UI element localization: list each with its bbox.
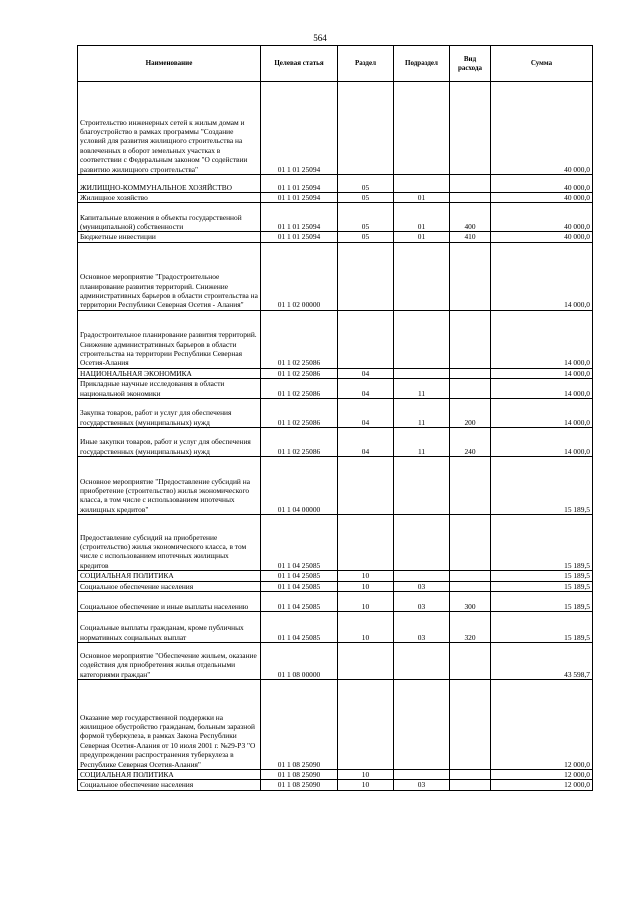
row-amount: 43 598,7 [491,643,593,680]
row-section: 05 [338,175,394,193]
row-expense-type [450,571,491,581]
row-section: 10 [338,581,394,591]
row-target-article: 01 1 02 25086 [261,310,338,368]
row-name: Капитальные вложения в объекты государственной (муниципальной) собственности [78,203,261,232]
table-row [78,680,593,770]
row-amount: 40 000,0 [491,203,593,232]
row-expense-type [450,581,491,591]
row-target-article: 01 1 02 25086 [261,428,338,457]
row-target-article: 01 1 08 00000 [261,643,338,680]
header-subsection: Подраздел [394,46,450,82]
row-name: Основное мероприятие "Предоставление субсидий на приобретение (строительство) жилья экономического класса, в том числе с использованием ипотечных жилищных кредитов" [78,457,261,515]
row-target-article: 01 1 01 25094 [261,203,338,232]
row-expense-type [450,310,491,368]
table-row [78,428,593,457]
row-subsection [394,242,450,310]
row-subsection: 11 [394,399,450,428]
row-name: Оказание мер государственной поддержки на жилищное обустройство гражданам, больным заразной формой туберкулеза, в рамках Закона Республики Северная Осетия-Алания от 10 июля 2001 г. №29-РЗ "О предупреждении распространения туберкулеза в Республике Северная Осетия-Алания" [78,680,261,770]
row-amount: 12 000,0 [491,770,593,780]
row-expense-type [450,242,491,310]
budget-table [77,45,593,791]
row-subsection [394,770,450,780]
table-row [78,612,593,643]
table-row [78,643,593,680]
row-section: 10 [338,770,394,780]
row-subsection [394,82,450,175]
row-section [338,82,394,175]
row-name: Основное мероприятие "Градостроительное планирование развития территорий. Снижение административных барьеров в области строительства на территории Республики Северная Осетия - Алания" [78,242,261,310]
row-section [338,242,394,310]
row-name: Социальные выплаты гражданам, кроме публичных нормативных социальных выплат [78,612,261,643]
row-amount: 15 189,5 [491,612,593,643]
row-amount: 15 189,5 [491,515,593,571]
row-section: 10 [338,612,394,643]
table-body [78,82,593,791]
table-row [78,310,593,368]
row-section: 05 [338,203,394,232]
row-amount: 14 000,0 [491,242,593,310]
row-target-article: 01 1 02 25086 [261,368,338,378]
table-row [78,379,593,399]
row-amount: 40 000,0 [491,193,593,203]
row-section: 10 [338,571,394,581]
row-section [338,457,394,515]
table-row [78,457,593,515]
row-section: 04 [338,399,394,428]
table-row [78,82,593,175]
row-expense-type [450,193,491,203]
table-row [78,368,593,378]
row-target-article: 01 1 04 25085 [261,612,338,643]
row-target-article: 01 1 04 25085 [261,515,338,571]
row-amount: 14 000,0 [491,310,593,368]
row-name: Социальное обеспечение и иные выплаты населению [78,592,261,612]
row-amount: 14 000,0 [491,399,593,428]
row-name: Строительство инженерных сетей к жилым домам и благоустройство в рамках программы "Создание условий для развития жилищного строительства на вовлеченных в оборот земельных участках в соответствии с Федеральным законом "О содействии развитию жилищного строительства" [78,82,261,175]
row-expense-type [450,515,491,571]
row-subsection: 11 [394,379,450,399]
row-subsection [394,680,450,770]
row-name: Социальное обеспечение населения [78,581,261,591]
row-section: 04 [338,379,394,399]
row-target-article: 01 1 04 25085 [261,571,338,581]
row-subsection: 03 [394,592,450,612]
row-amount: 14 000,0 [491,368,593,378]
row-name: СОЦИАЛЬНАЯ ПОЛИТИКА [78,571,261,581]
row-name: Градостроительное планирование развития территорий. Снижение административных барьеров в области строительства на территории Республики Северная Осетия-Алания [78,310,261,368]
row-amount: 14 000,0 [491,379,593,399]
row-target-article: 01 1 01 25094 [261,232,338,242]
row-name: Основное мероприятие "Обеспечение жильем, оказание содействия для приобретения жилья отдельными категориями граждан" [78,643,261,680]
row-expense-type: 320 [450,612,491,643]
row-section: 04 [338,368,394,378]
row-expense-type [450,780,491,790]
row-amount: 40 000,0 [491,82,593,175]
row-subsection [394,310,450,368]
row-amount: 12 000,0 [491,680,593,770]
row-name: Бюджетные инвестиции [78,232,261,242]
header-section: Раздел [338,46,394,82]
row-amount: 40 000,0 [491,232,593,242]
row-target-article: 01 1 02 00000 [261,242,338,310]
row-subsection [394,515,450,571]
header-name: Наименование [78,46,261,82]
row-section [338,515,394,571]
table-row [78,193,593,203]
row-expense-type: 400 [450,203,491,232]
row-subsection: 03 [394,780,450,790]
row-amount: 14 000,0 [491,428,593,457]
row-target-article: 01 1 01 25094 [261,193,338,203]
row-name: Предоставление субсидий на приобретение (строительство) жилья экономического класса, в том числе с использованием ипотечных жилищных кредитов [78,515,261,571]
row-target-article: 01 1 02 25086 [261,379,338,399]
row-amount: 15 189,5 [491,592,593,612]
table-row [78,581,593,591]
row-expense-type [450,82,491,175]
row-name: Прикладные научные исследования в области национальной экономики [78,379,261,399]
row-section: 04 [338,428,394,457]
row-expense-type [450,643,491,680]
row-amount: 15 189,5 [491,457,593,515]
row-subsection [394,368,450,378]
row-target-article: 01 1 08 25090 [261,780,338,790]
row-section: 05 [338,232,394,242]
row-target-article: 01 1 08 25090 [261,680,338,770]
row-target-article: 01 1 02 25086 [261,399,338,428]
row-target-article: 01 1 01 25094 [261,82,338,175]
row-subsection [394,457,450,515]
row-subsection [394,571,450,581]
row-subsection: 03 [394,581,450,591]
row-expense-type [450,680,491,770]
row-name: Закупка товаров, работ и услуг для обеспечения государственных (муниципальных) нужд [78,399,261,428]
table-row [78,203,593,232]
row-section [338,310,394,368]
row-subsection: 03 [394,612,450,643]
table-row [78,232,593,242]
row-amount: 15 189,5 [491,581,593,591]
row-target-article: 01 1 01 25094 [261,175,338,193]
row-target-article: 01 1 04 25085 [261,592,338,612]
row-expense-type: 240 [450,428,491,457]
table-row [78,399,593,428]
row-target-article: 01 1 04 00000 [261,457,338,515]
row-name: Социальное обеспечение населения [78,780,261,790]
row-name: Иные закупки товаров, работ и услуг для обеспечения государственных (муниципальных) нужд [78,428,261,457]
row-name: Жилищное хозяйство [78,193,261,203]
row-subsection [394,643,450,680]
row-amount: 40 000,0 [491,175,593,193]
row-amount: 12 000,0 [491,780,593,790]
row-target-article: 01 1 08 25090 [261,770,338,780]
table-row [78,571,593,581]
row-name: ЖИЛИЩНО-КОММУНАЛЬНОЕ ХОЗЯЙСТВО [78,175,261,193]
row-amount: 15 189,5 [491,571,593,581]
page-number: 564 [313,33,327,43]
row-subsection: 01 [394,232,450,242]
header-amount: Сумма [491,46,593,82]
row-expense-type [450,457,491,515]
row-expense-type [450,770,491,780]
table-row [78,242,593,310]
row-expense-type [450,175,491,193]
header-expense-type: Вид расхода [450,46,491,82]
row-name: СОЦИАЛЬНАЯ ПОЛИТИКА [78,770,261,780]
row-section [338,643,394,680]
row-section: 05 [338,193,394,203]
row-expense-type [450,379,491,399]
table-row [78,770,593,780]
row-section [338,680,394,770]
row-subsection [394,175,450,193]
table-header-row [78,46,593,82]
table-row [78,780,593,790]
row-name: НАЦИОНАЛЬНАЯ ЭКОНОМИКА [78,368,261,378]
row-target-article: 01 1 04 25085 [261,581,338,591]
row-expense-type [450,368,491,378]
row-expense-type: 300 [450,592,491,612]
row-subsection: 11 [394,428,450,457]
table-row [78,175,593,193]
row-section: 10 [338,592,394,612]
header-target-article: Целевая статья [261,46,338,82]
row-expense-type: 200 [450,399,491,428]
row-subsection: 01 [394,203,450,232]
row-subsection: 01 [394,193,450,203]
row-section: 10 [338,780,394,790]
row-expense-type: 410 [450,232,491,242]
table-row [78,515,593,571]
table-row [78,592,593,612]
